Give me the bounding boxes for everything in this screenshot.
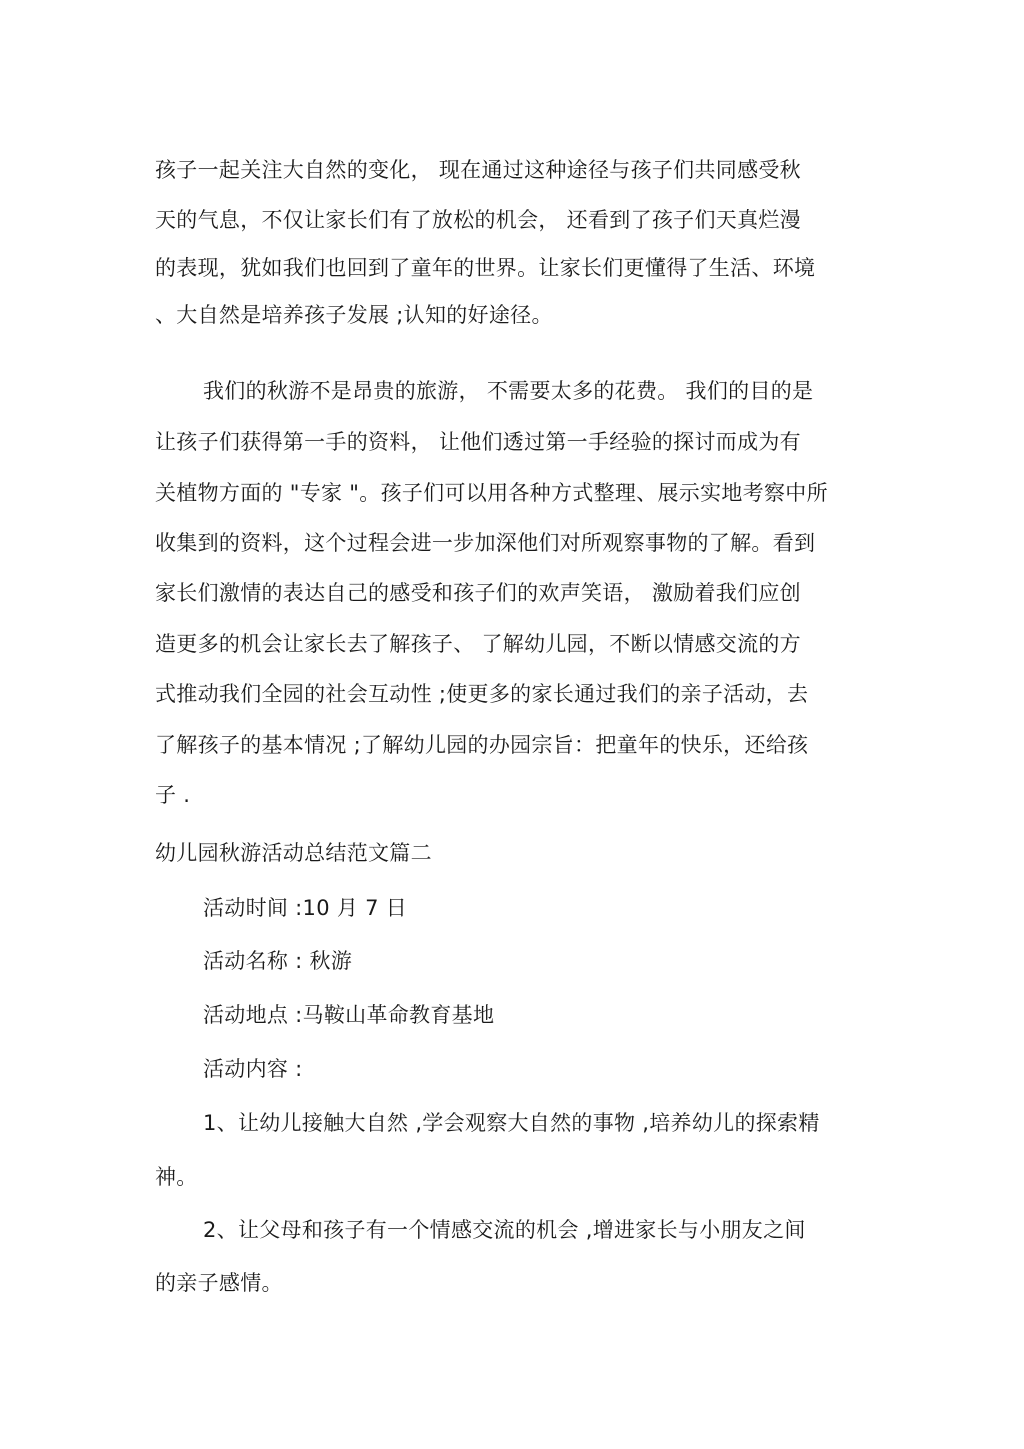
activity-time: 活动时间 :10 月 7 日 <box>203 896 408 920</box>
paragraph-2-line-2: 让孩子们获得第一手的资料， 让他们透过第一手经验的探讨而成为有 <box>155 430 801 454</box>
paragraph-2-line-8: 了解孩子的基本情况 ;了解幼儿园的办园宗旨：把童年的快乐，还给孩 <box>155 733 809 757</box>
paragraph-2-line-1: 我们的秋游不是昂贵的旅游， 不需要太多的花费。 我们的目的是 <box>203 379 814 403</box>
activity-name: 活动名称 : 秋游 <box>203 949 353 973</box>
list-item-2-line-1: 2、让父母和孩子有一个情感交流的机会 ,增进家长与小朋友之间 <box>203 1218 806 1242</box>
paragraph-1-line-3: 的表现，犹如我们也回到了童年的世界。让家长们更懂得了生活、环境 <box>155 256 816 280</box>
paragraph-1-line-1: 孩子一起关注大自然的变化， 现在通过这种途径与孩子们共同感受秋 <box>155 158 801 182</box>
activity-place: 活动地点 :马鞍山革命教育基地 <box>203 1003 495 1027</box>
paragraph-2-line-4: 收集到的资料，这个过程会进一步加深他们对所观察事物的了解。看到 <box>155 531 816 555</box>
activity-content: 活动内容 : <box>203 1057 303 1081</box>
list-item-1-line-1: 1、让幼儿接触大自然 ,学会观察大自然的事物 ,培养幼儿的探索精 <box>203 1111 820 1135</box>
paragraph-2-line-7: 式推动我们全园的社会互动性 ;使更多的家长通过我们的亲子活动，去 <box>155 682 809 706</box>
paragraph-2-line-5: 家长们激情的表达自己的感受和孩子们的欢声笑语， 激励着我们应创 <box>155 581 801 605</box>
list-item-2-line-2: 的亲子感情。 <box>155 1271 283 1295</box>
paragraph-1-line-2: 天的气息，不仅让家长们有了放松的机会， 还看到了孩子们天真烂漫 <box>155 208 801 232</box>
paragraph-2-line-3: 关植物方面的 "专家 "。孩子们可以用各种方式整理、展示实地考察中所 <box>155 481 828 505</box>
paragraph-2-line-6: 造更多的机会让家长去了解孩子、 了解幼儿园，不断以情感交流的方 <box>155 632 801 656</box>
section-heading: 幼儿园秋游活动总结范文篇二 <box>155 841 432 865</box>
paragraph-1-line-4: 、大自然是培养孩子发展 ;认知的好途径。 <box>155 303 553 327</box>
list-item-1-line-2: 神。 <box>155 1165 198 1189</box>
paragraph-2-line-9: 子 . <box>155 783 191 807</box>
